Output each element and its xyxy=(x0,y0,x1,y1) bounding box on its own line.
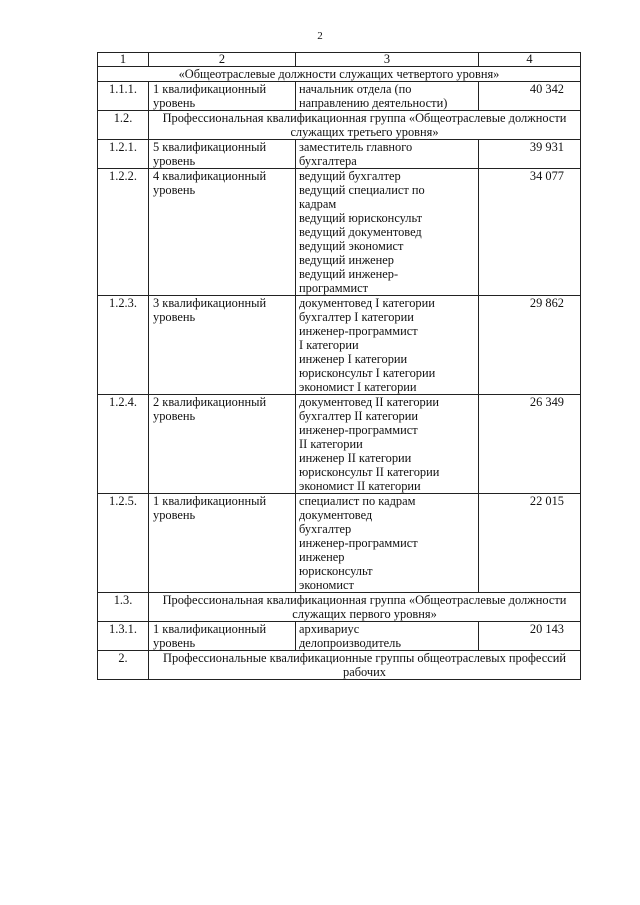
row-number-cell: 1.2.3. xyxy=(98,296,149,395)
positions-cell xyxy=(296,622,479,651)
qualification-level-line: уровень xyxy=(153,636,196,650)
salary-cell: 40 342 xyxy=(479,82,581,111)
position-line: ведущий инженер- xyxy=(299,267,399,281)
qualification-level-cell xyxy=(149,494,296,593)
table-row xyxy=(98,494,581,593)
page-number: 2 xyxy=(317,30,323,42)
position-line: специалист по кадрам xyxy=(299,494,416,508)
salary-cell: 26 349 xyxy=(479,395,581,494)
position-line: инженер-программист xyxy=(299,536,418,550)
position-line: ведущий специалист по xyxy=(299,183,425,197)
positions-cell xyxy=(296,140,479,169)
salary-cell: 39 931 xyxy=(479,140,581,169)
qualification-level-cell xyxy=(149,140,296,169)
salary-cell: 29 862 xyxy=(479,296,581,395)
qualification-level-line: уровень xyxy=(153,508,196,522)
position-line: экономист I категории xyxy=(299,380,417,394)
position-line: документовед xyxy=(299,508,373,522)
position-line: инженер-программист xyxy=(299,423,418,437)
section-title-cell: «Общеотраслевые должности служащих четвертого уровня» xyxy=(98,67,581,82)
salary-cell: 22 015 xyxy=(479,494,581,593)
qualification-level-cell xyxy=(149,622,296,651)
qualification-level-line: 1 квалификационный xyxy=(153,82,267,96)
row-number-cell: 1.2.2. xyxy=(98,169,149,296)
position-line: инженер I категории xyxy=(299,352,408,366)
position-line: программист xyxy=(299,281,369,295)
table-row xyxy=(98,67,581,82)
position-line: делопроизводитель xyxy=(299,636,402,650)
qualification-level-line: 4 квалификационный xyxy=(153,169,267,183)
table-row xyxy=(98,622,581,651)
table-row xyxy=(98,82,581,111)
position-line: бухгалтер xyxy=(299,522,352,536)
position-line: инженер II категории xyxy=(299,451,412,465)
position-line: заместитель главного xyxy=(299,140,413,154)
position-line: II категории xyxy=(299,437,363,451)
table-row xyxy=(98,395,581,494)
row-number-cell: 1.2.5. xyxy=(98,494,149,593)
positions-cell xyxy=(296,395,479,494)
table-body xyxy=(98,67,581,680)
position-line: бухгалтер I категории xyxy=(299,310,414,324)
position-line: ведущий бухгалтер xyxy=(299,169,401,183)
qualification-level-line: 2 квалификационный xyxy=(153,395,267,409)
qualification-level-line: уровень xyxy=(153,96,196,110)
position-line: начальник отдела (по xyxy=(299,82,412,96)
row-number-cell: 1.2. xyxy=(98,111,149,140)
salary-cell: 20 143 xyxy=(479,622,581,651)
table-row xyxy=(98,296,581,395)
position-line: ведущий инженер xyxy=(299,253,394,267)
qualification-level-line: уровень xyxy=(153,409,196,423)
qualification-level-line: уровень xyxy=(153,183,196,197)
position-line: направлению деятельности) xyxy=(299,96,448,110)
table-row xyxy=(98,111,581,140)
qualification-level-cell xyxy=(149,296,296,395)
position-line: архивариус xyxy=(299,622,360,636)
row-number-cell: 1.1.1. xyxy=(98,82,149,111)
qualification-level-cell xyxy=(149,395,296,494)
table-row xyxy=(98,169,581,296)
table-row xyxy=(98,651,581,680)
column-header: 1 xyxy=(98,53,149,67)
position-line: экономист II категории xyxy=(299,479,421,493)
positions-cell xyxy=(296,494,479,593)
group-title-cell: Профессиональные квалификационные группы общеотраслевых профессий рабочих xyxy=(149,651,581,680)
qualification-level-line: 1 квалификационный xyxy=(153,494,267,508)
position-line: I категории xyxy=(299,338,359,352)
position-line: документовед II категории xyxy=(299,395,440,409)
position-line: юрисконсульт II категории xyxy=(299,465,440,479)
qualification-level-cell xyxy=(149,82,296,111)
salary-table xyxy=(97,52,581,680)
qualification-level-line: уровень xyxy=(153,310,196,324)
position-line: юрисконсульт xyxy=(299,564,373,578)
group-title-cell: Профессиональная квалификационная группа «Общеотраслевые должности служащих третьего уровня» xyxy=(149,111,581,140)
salary-cell: 34 077 xyxy=(479,169,581,296)
positions-cell xyxy=(296,296,479,395)
position-line: ведущий экономист xyxy=(299,239,404,253)
position-line: юрисконсульт I категории xyxy=(299,366,436,380)
position-line: кадрам xyxy=(299,197,337,211)
group-title-cell: Профессиональная квалификационная группа «Общеотраслевые должности служащих первого уровня» xyxy=(149,593,581,622)
header-row xyxy=(98,53,581,67)
position-line: ведущий юрисконсульт xyxy=(299,211,423,225)
position-line: ведущий документовед xyxy=(299,225,422,239)
row-number-cell: 1.2.4. xyxy=(98,395,149,494)
column-header: 4 xyxy=(479,53,581,67)
column-header: 2 xyxy=(149,53,296,67)
qualification-level-cell xyxy=(149,169,296,296)
row-number-cell: 1.3.1. xyxy=(98,622,149,651)
row-number-cell: 1.2.1. xyxy=(98,140,149,169)
qualification-level-line: уровень xyxy=(153,154,196,168)
position-line: экономист xyxy=(299,578,354,592)
qualification-level-line: 5 квалификационный xyxy=(153,140,267,154)
position-line: документовед I категории xyxy=(299,296,435,310)
table-row xyxy=(98,593,581,622)
column-header: 3 xyxy=(296,53,479,67)
salary-table-container xyxy=(97,52,580,680)
position-line: инженер-программист xyxy=(299,324,418,338)
position-line: бухгалтер II категории xyxy=(299,409,419,423)
position-line: бухгалтера xyxy=(299,154,357,168)
row-number-cell: 2. xyxy=(98,651,149,680)
row-number-cell: 1.3. xyxy=(98,593,149,622)
position-line: инженер xyxy=(299,550,345,564)
positions-cell xyxy=(296,169,479,296)
table-row xyxy=(98,140,581,169)
qualification-level-line: 1 квалификационный xyxy=(153,622,267,636)
positions-cell xyxy=(296,82,479,111)
qualification-level-line: 3 квалификационный xyxy=(153,296,267,310)
